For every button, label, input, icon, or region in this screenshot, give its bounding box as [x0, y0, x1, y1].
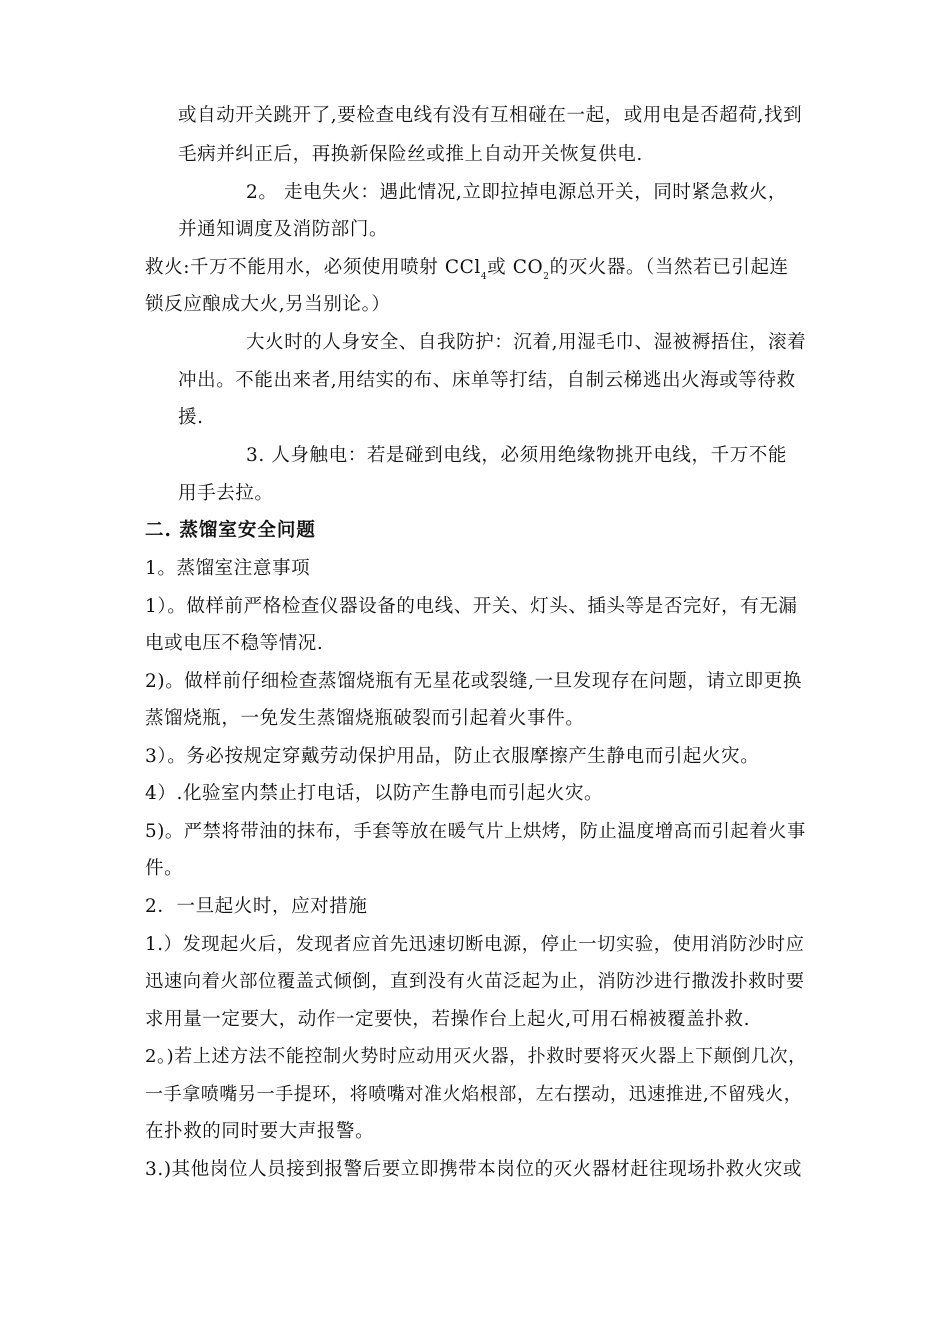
item-2-line-1: 2。 走电失火：遇此情况,立即拉掉电源总开关，同时紧急救火， — [246, 182, 788, 203]
item-3-line-2: 用手去拉。 — [178, 483, 274, 504]
measure-2-line-1: 2。)若上述方法不能控制火势时应动用灭火器，扑救时要将灭火器上下颠倒几次， — [145, 1046, 807, 1067]
item-2-line-2: 并通知调度及消防部门。 — [178, 219, 389, 240]
selfprotect-line-2: 冲出。不能出来者,用结实的布、床单等打结，自制云梯逃出火海或等待救 — [178, 370, 796, 391]
rescue-line-2: 锁反应酿成大火,另当别论。） — [145, 294, 391, 315]
precaution-3: 3）。务必按规定穿戴劳动保护用品，防止衣服摩擦产生静电而引起火灾。 — [145, 746, 760, 767]
rescue-suffix: 的灭火器。（当然若已引起连 — [549, 257, 789, 278]
precaution-1-line-1: 1）。做样前严格检查仪器设备的电线、开关、灯头、插头等是否完好，有无漏 — [145, 596, 798, 617]
selfprotect-line-1: 大火时的人身安全、自我防护：沉着,用湿毛巾、湿被褥捂住，滚着 — [246, 332, 807, 353]
precaution-4: 4）.化验室内禁止打电话，以防产生静电而引起火灾。 — [145, 783, 604, 804]
precaution-2-line-2: 蒸馏烧瓶，一免发生蒸馏烧瓶破裂而引起着火事件。 — [145, 708, 585, 729]
co2-subscript: 2 — [543, 272, 550, 282]
measure-1-line-1: 1.）发现起火后，发现者应首先迅速切断电源，停止一切实验，使用消防沙时应 — [145, 934, 805, 955]
subsection-1-title: 1。蒸馏室注意事项 — [145, 558, 311, 579]
item-3-line-1: 3. 人身触电：若是碰到电线，必须用绝缘物挑开电线，千万不能 — [246, 445, 788, 466]
rescue-mid: 或 CO — [487, 257, 544, 278]
continued-line-2: 毛病并纠正后，再换新保险丝或推上自动开关恢复供电. — [178, 144, 643, 165]
rescue-line-1 — [145, 256, 789, 280]
precaution-1-line-2: 电或电压不稳等情况. — [145, 633, 324, 654]
selfprotect-line-3: 援. — [178, 407, 204, 428]
measure-2-line-2: 一手拿喷嘴另一手提环，将喷嘴对准火焰根部，左右摆动，迅速推进,不留残火， — [145, 1084, 803, 1105]
rescue-prefix: 救火:千万不能用水，必须使用喷射 CCl — [145, 257, 481, 278]
subsection-2-title: 2．一旦起火时，应对措施 — [145, 896, 368, 917]
measure-3-line-1: 3.)其他岗位人员接到报警后要立即携带本岗位的灭火器材赶往现场扑救火灾或 — [145, 1159, 802, 1180]
section-2-heading: 二. 蒸馏室安全问题 — [145, 520, 316, 541]
precaution-2-line-1: 2)。做样前仔细检查蒸馏烧瓶有无星花或裂缝,一旦发现存在问题，请立即更换 — [145, 671, 802, 692]
measure-2-line-3: 在扑救的同时要大声报警。 — [145, 1121, 375, 1142]
precaution-5-line-2: 件。 — [145, 858, 184, 879]
measure-1-line-2: 迅速向着火部位覆盖式倾倒，直到没有火苗泛起为止，消防沙进行撒泼扑救时要 — [145, 971, 805, 992]
continued-line-1: 或自动开关跳开了,要检查电线有没有互相碰在一起，或用电是否超荷,找到 — [178, 105, 803, 126]
precaution-5-line-1: 5)。严禁将带油的抹布，手套等放在暖气片上烘烤，防止温度增高而引起着火事 — [145, 821, 806, 842]
ccl4-subscript: 4 — [480, 272, 488, 282]
measure-1-line-3: 求用量一定要大，动作一定要快，若操作台上起火,可用石棉被覆盖扑救. — [145, 1009, 751, 1030]
